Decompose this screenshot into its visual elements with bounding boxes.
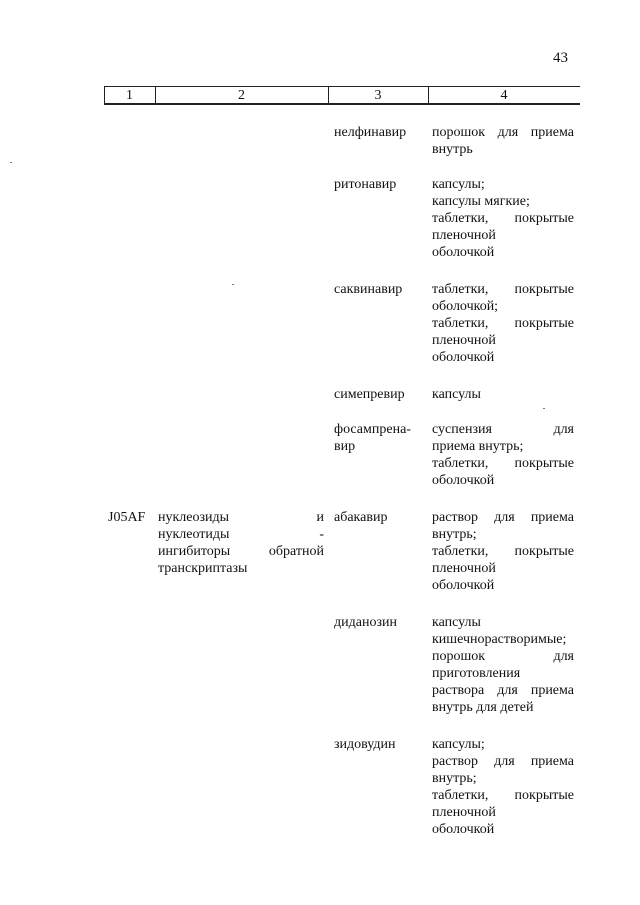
drug-name-line: вир <box>334 439 356 454</box>
scan-speck <box>543 408 545 409</box>
dosage-form-line: приема внутрь; <box>432 439 524 454</box>
group-name-line: нуклеозиды и <box>158 510 324 525</box>
dosage-form-line: оболочкой <box>432 822 495 837</box>
drug-name <box>334 421 426 455</box>
group-name-line: нуклеотиды - <box>158 527 324 542</box>
drug-name-line: зидовудин <box>334 737 396 752</box>
dosage-form-line: капсулы <box>432 387 481 402</box>
group-name <box>158 509 324 577</box>
dosage-form-line: оболочкой; <box>432 299 499 314</box>
dosage-form-line: таблетки, покрытые <box>432 211 574 226</box>
dosage-form-line: внутрь <box>432 142 473 157</box>
scan-speck <box>232 284 234 285</box>
dosage-form <box>432 281 574 366</box>
dosage-form-line: капсулы <box>432 615 481 630</box>
drug-name <box>334 176 426 193</box>
dosage-form-line: оболочкой <box>432 245 495 260</box>
dosage-form <box>432 421 574 489</box>
group-name-line: ингибиторы обратной <box>158 544 324 559</box>
drug-name-line: нелфинавир <box>334 125 407 140</box>
drug-name <box>334 614 426 631</box>
dosage-form-line: внутрь; <box>432 527 477 542</box>
drug-name-line: ритонавир <box>334 177 397 192</box>
dosage-form-line: оболочкой <box>432 578 495 593</box>
dosage-form <box>432 124 574 158</box>
dosage-form-line: таблетки, покрытые <box>432 282 574 297</box>
drug-name <box>334 124 426 141</box>
drug-name <box>334 281 426 298</box>
dosage-form-line: раствор для приема <box>432 754 574 769</box>
dosage-form-line: раствор для приема <box>432 510 574 525</box>
dosage-form-line: внутрь; <box>432 771 477 786</box>
dosage-form <box>432 736 574 838</box>
header-col-3: 3 <box>374 88 382 103</box>
dosage-form-line: порошок для <box>432 649 574 664</box>
dosage-form-line: приготовления <box>432 666 521 681</box>
header-col-4: 4 <box>500 88 508 103</box>
dosage-form-line: оболочкой <box>432 473 495 488</box>
table-header-top-border <box>104 86 580 87</box>
dosage-form-line: таблетки, покрытые <box>432 544 574 559</box>
dosage-form-line: кишечнорастворимые; <box>432 632 567 647</box>
drug-name-line: диданозин <box>334 615 397 630</box>
scan-speck <box>10 162 12 163</box>
dosage-form <box>432 176 574 261</box>
drug-name-line: фосампрена- <box>334 422 411 437</box>
dosage-form-line: пленочной <box>432 805 496 820</box>
dosage-form-line: пленочной <box>432 333 496 348</box>
dosage-form-line: капсулы; <box>432 177 485 192</box>
dosage-form-line: таблетки, покрытые <box>432 788 574 803</box>
dosage-form-line: внутрь для детей <box>432 700 534 715</box>
dosage-form-line: пленочной <box>432 228 496 243</box>
drug-name-line: абакавир <box>334 510 388 525</box>
dosage-form-line: суспензия для <box>432 422 574 437</box>
drug-name-line: саквинавир <box>334 282 403 297</box>
dosage-form-line: оболочкой <box>432 350 495 365</box>
dosage-form <box>432 614 574 716</box>
dosage-form-line: раствора для приема <box>432 683 574 698</box>
dosage-form-line: таблетки, покрытые <box>432 316 574 331</box>
drug-name-line: симепревир <box>334 387 405 402</box>
drug-name <box>334 736 426 753</box>
dosage-form <box>432 509 574 594</box>
dosage-form-line: порошок для приема <box>432 125 574 140</box>
header-col-2: 2 <box>238 88 245 103</box>
dosage-form-line: капсулы мягкие; <box>432 194 530 209</box>
drug-name <box>334 509 426 526</box>
header-col-1: 1 <box>126 88 133 103</box>
dosage-form-line: пленочной <box>432 561 496 576</box>
dosage-form-line: капсулы; <box>432 737 485 752</box>
drug-name <box>334 386 426 403</box>
dosage-form-line: таблетки, покрытые <box>432 456 574 471</box>
group-name-line: транскриптазы <box>158 561 248 576</box>
atc-code: J05AF <box>108 510 146 525</box>
dosage-form <box>432 386 574 403</box>
page-number: 43 <box>553 50 568 66</box>
